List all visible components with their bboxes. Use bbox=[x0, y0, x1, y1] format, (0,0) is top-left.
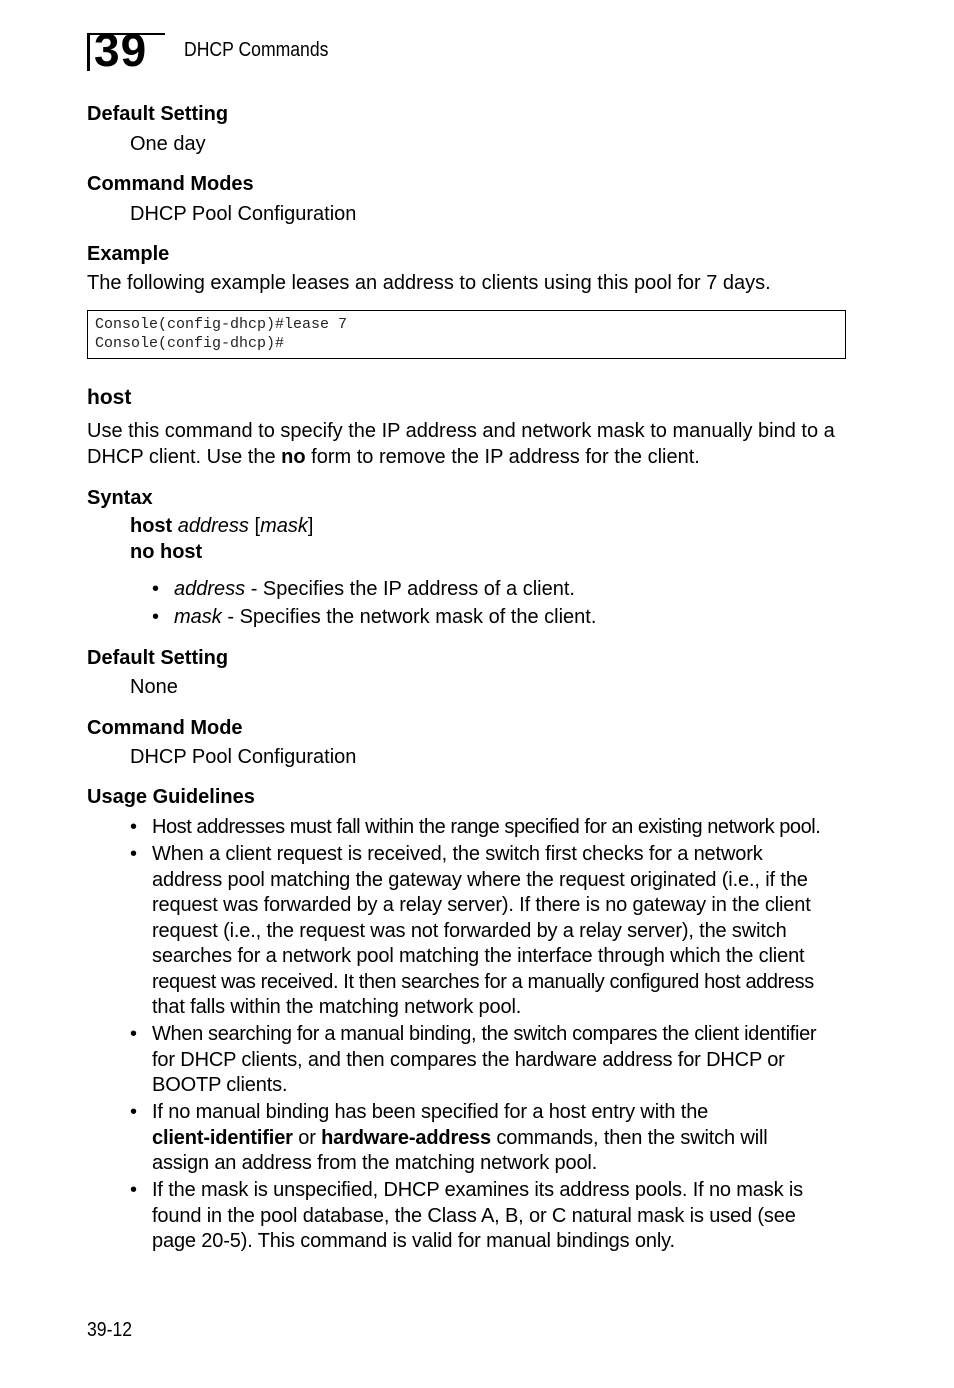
usage-line: BOOTP clients. bbox=[152, 1074, 288, 1096]
usage-line: When a client request is received, the switch first checks for a network bbox=[152, 843, 763, 865]
default-setting-heading: Default Setting bbox=[87, 647, 229, 669]
command-mode-value: DHCP Pool Configuration bbox=[130, 746, 357, 768]
default-setting-heading: Default Setting bbox=[87, 103, 229, 125]
usage-guidelines-heading: Usage Guidelines bbox=[87, 786, 255, 808]
syntax-bracket: [ bbox=[248, 515, 261, 537]
bullet: • bbox=[152, 578, 160, 600]
hardware-address-keyword: hardware-address bbox=[321, 1126, 492, 1149]
usage-line: found in the pool database, the Class A, B, or C natural mask is used (see bbox=[152, 1204, 796, 1227]
usage-line: When searching for a manual binding, the switch compares the client identifier bbox=[152, 1023, 817, 1045]
intro-text: DHCP client. Use the bbox=[87, 446, 282, 468]
command-modes-heading: Command Modes bbox=[87, 173, 254, 195]
command-modes-value: DHCP Pool Configuration bbox=[130, 203, 357, 225]
usage-line-text: or bbox=[292, 1126, 322, 1149]
syntax-heading: Syntax bbox=[87, 487, 153, 509]
syntax-arg-mask: mask bbox=[260, 515, 308, 537]
usage-line: that falls within the matching network pool. bbox=[152, 996, 522, 1018]
bullet: • bbox=[130, 843, 138, 865]
chapter-title: DHCP Commands bbox=[184, 39, 329, 61]
syntax-no-line: no host bbox=[130, 541, 203, 563]
syntax-bracket: ] bbox=[307, 515, 314, 537]
command-mode-heading: Command Mode bbox=[87, 717, 243, 739]
code-line: Console(config-dhcp)# bbox=[95, 335, 285, 352]
intro-no-keyword: no bbox=[281, 446, 306, 468]
usage-line: request (i.e., the request was not forwarded by a relay server), the switch bbox=[152, 919, 787, 942]
default-setting-value: None bbox=[130, 676, 178, 698]
host-intro-line-2 bbox=[87, 445, 857, 471]
example-text: The following example leases an address to clients using this pool for 7 days. bbox=[87, 272, 771, 294]
page-number: 39-12 bbox=[87, 1319, 133, 1341]
bullet: • bbox=[130, 816, 138, 838]
usage-line: assign an address from the matching network pool. bbox=[152, 1152, 598, 1174]
bullet: • bbox=[130, 1179, 138, 1201]
host-intro-line-1: Use this command to specify the IP address and network mask to manually bind to a bbox=[87, 420, 835, 442]
usage-line: request was forwarded by a relay server). If there is no gateway in the client bbox=[152, 894, 811, 916]
usage-line: If the mask is unspecified, DHCP examines its address pools. If no mask is bbox=[152, 1179, 804, 1201]
example-heading: Example bbox=[87, 243, 170, 265]
chapter-badge-rule-vertical bbox=[87, 33, 90, 71]
chapter-badge bbox=[87, 24, 165, 76]
param-desc: - Specifies the IP address of a client. bbox=[245, 578, 575, 600]
usage-text bbox=[152, 1100, 852, 1177]
code-example-box bbox=[87, 310, 846, 359]
usage-line: If no manual binding has been specified for a host entry with the bbox=[152, 1101, 709, 1123]
param-text bbox=[174, 577, 575, 603]
param-text bbox=[174, 605, 596, 631]
intro-text: form to remove the IP address for the client. bbox=[305, 446, 700, 468]
code-line: Console(config-dhcp)#lease 7 bbox=[95, 316, 348, 333]
usage-line: Host addresses must fall within the range specified for an existing network pool. bbox=[152, 816, 821, 838]
usage-text bbox=[152, 1022, 852, 1099]
syntax-command: host bbox=[130, 515, 173, 537]
default-setting-value: One day bbox=[130, 133, 206, 155]
command-title: host bbox=[87, 386, 132, 409]
syntax-line bbox=[130, 514, 313, 540]
usage-line bbox=[152, 1126, 852, 1152]
param-name: address bbox=[174, 578, 246, 600]
syntax-arg-address: address bbox=[177, 515, 249, 537]
usage-line: for DHCP clients, and then compares the hardware address for DHCP or bbox=[152, 1048, 785, 1071]
chapter-number: 39 bbox=[94, 24, 148, 76]
bullet: • bbox=[130, 1023, 138, 1045]
usage-text bbox=[152, 842, 852, 1021]
client-identifier-keyword: client-identifier bbox=[152, 1126, 293, 1149]
usage-line: searches for a network pool matching the interface through which the client bbox=[152, 945, 805, 967]
param-name: mask bbox=[174, 606, 222, 628]
usage-line-text: commands, then the switch will bbox=[491, 1126, 768, 1149]
usage-text bbox=[152, 815, 852, 841]
usage-text bbox=[152, 1178, 852, 1255]
bullet: • bbox=[152, 606, 160, 628]
usage-line: request was received. It then searches for a manually configured host address bbox=[152, 970, 814, 993]
param-desc: - Specifies the network mask of the client. bbox=[221, 606, 597, 628]
usage-line: address pool matching the gateway where the request originated (i.e., if the bbox=[152, 868, 808, 891]
bullet: • bbox=[130, 1101, 138, 1123]
usage-line: page 20-5). This command is valid for manual bindings only. bbox=[152, 1230, 675, 1252]
